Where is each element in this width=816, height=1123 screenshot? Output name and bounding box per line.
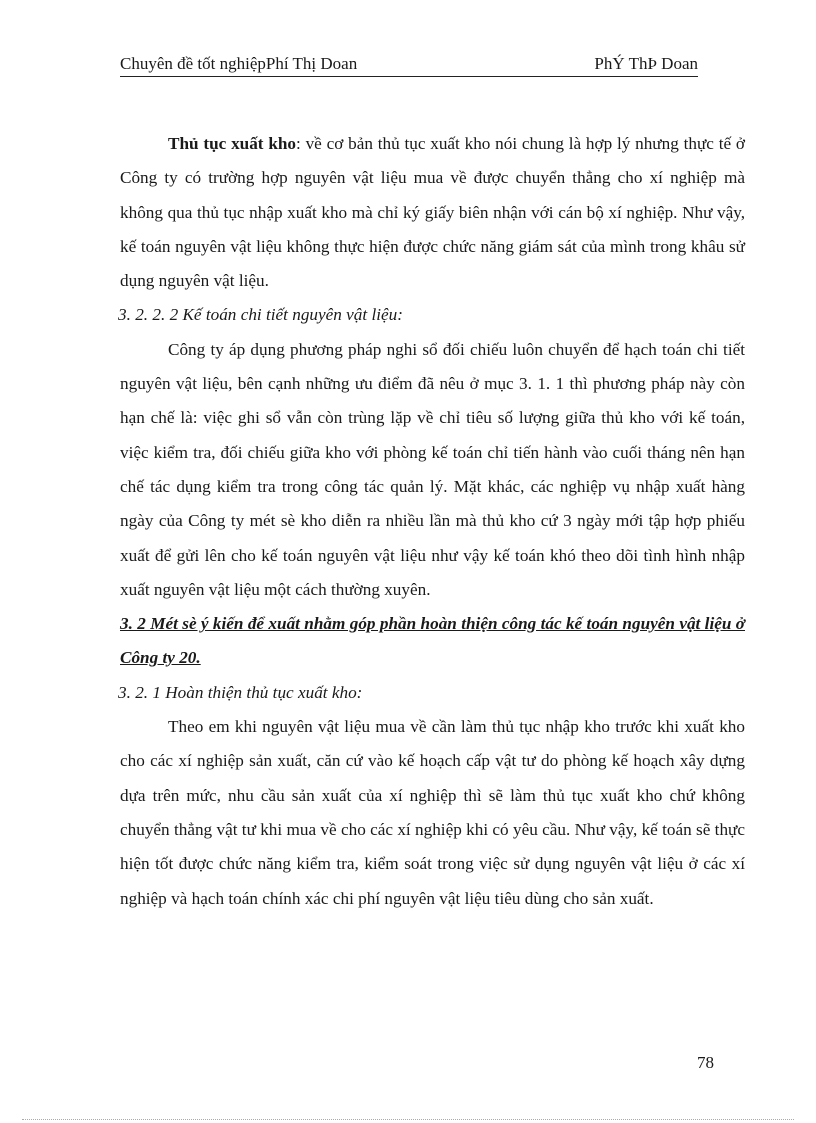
header-left-text: Chuyên đề tốt nghiệpPhí Thị Doan (120, 54, 358, 73)
paragraph-export-procedure (120, 127, 745, 298)
page-number: 78 (697, 1053, 714, 1072)
page-header (120, 52, 698, 77)
page-bottom-divider (22, 1119, 794, 1120)
section-heading: 3. 2 Mét sè ý kiến để xuất nhằm góp phần hoàn thiện công tác kế toán nguyên vật liệu ở Công ty 20. (120, 614, 745, 668)
paragraph-text: : về cơ bản thủ tục xuất kho nói chung là hợp lý nhưng thực tế ở Công ty có trường hợp nguyên vật liệu mua về được chuyển thẳng cho xí nghiệp mà không qua thủ tục nhập xuất kho mà chỉ ký giấy biên nhận với cán bộ xí nghiệp. Như vậy, kế toán nguyên vật liệu không thực hiện được chức năng giám sát của mình trong khâu sử dụng nguyên vật liệu. (120, 134, 745, 291)
document-body (120, 127, 745, 916)
subheading-improve-export: 3. 2. 1 Hoàn thiện thủ tục xuất kho: (118, 682, 363, 702)
paragraph-lead-term: Thủ tục xuất kho (168, 134, 297, 153)
subheading-detailed-accounting: 3. 2. 2. 2 Kế toán chi tiết nguyên vật liệu: (118, 305, 403, 325)
paragraph-improve-export: Theo em khi nguyên vật liệu mua về cần làm thủ tục nhập kho trước khi xuất kho cho các xí nghiệp sản xuất, căn cứ vào kế hoạch cấp vật tư do phòng kế hoạch xây dựng dựa trên mức, nhu cầu sản xuất của xí nghiệp thì sẽ làm thủ tục xuất kho chứ không chuyển thẳng vật tư khi mua về cho các xí nghiệp khi có yêu cầu. Như vậy, kế toán sẽ thực hiện tốt được chức năng kiểm tra, kiểm soát trong việc sử dụng nguyên vật liệu ở các xí nghiệp và hạch toán chính xác chi phí nguyên vật liệu tiêu dùng cho sản xuất. (120, 717, 745, 908)
paragraph-detailed-accounting: Công ty áp dụng phương pháp nghi sổ đối chiếu luôn chuyển để hạch toán chi tiết nguyên vật liệu, bên cạnh những ưu điểm đã nêu ở mục 3. 1. 1 thì phương pháp này còn hạn chế là: việc ghi sổ vẫn còn trùng lặp về chỉ tiêu số lượng giữa thủ kho với kế toán, việc kiểm tra, đối chiếu giữa kho với phòng kế toán chỉ tiến hành vào cuối tháng nên hạn chế tác dụng kiểm tra trong công tác quản lý. Mặt khác, các nghiệp vụ nhập xuất hàng ngày của Công ty mét sè kho diễn ra nhiều lần mà thủ kho cứ 3 ngày mới tập hợp phiếu xuất để gửi lên cho kế toán nguyên vật liệu như vậy kế toán khó theo dõi tình hình nhập xuất nguyên vật liệu một cách thường xuyên. (120, 339, 745, 599)
header-right-text: PhÝ ThÞ Doan (594, 54, 698, 73)
